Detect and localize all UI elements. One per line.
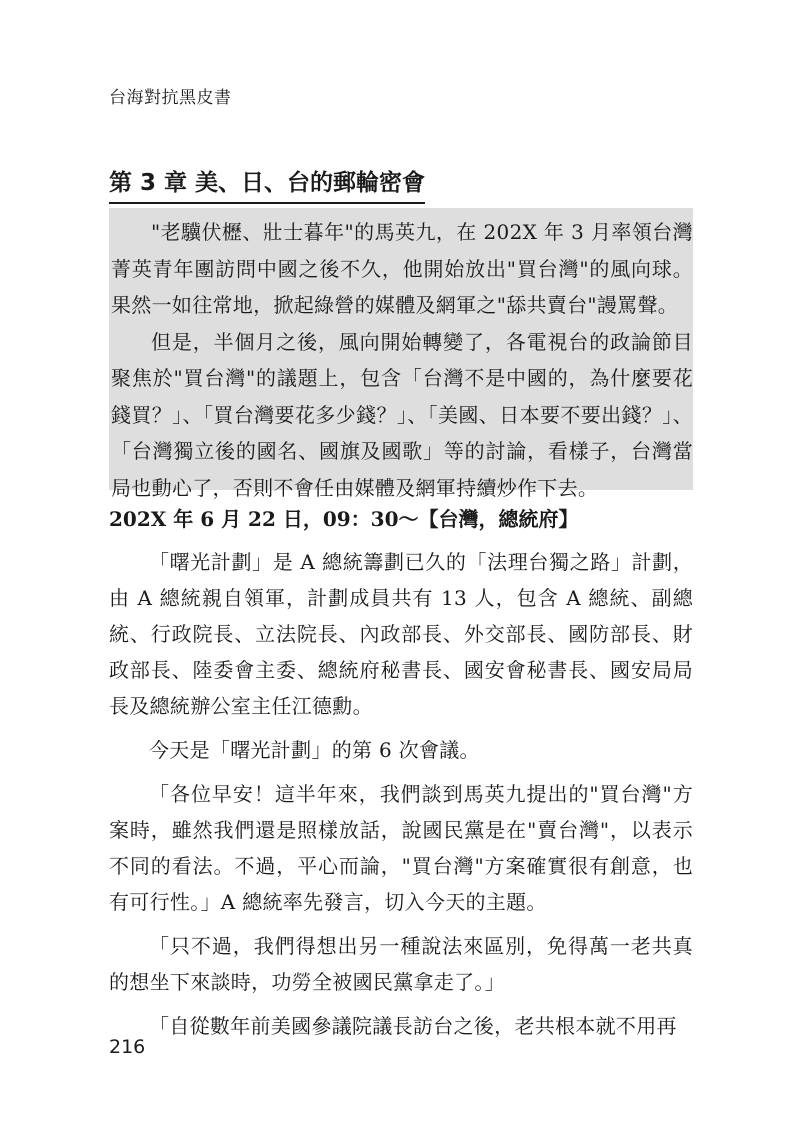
body-paragraph: 今天是「曙光計劃」的第 6 次會議。 — [149, 738, 480, 762]
chapter-summary-box — [109, 208, 693, 500]
body-paragraph: 「曙光計劃」是 A 總統籌劃已久的「法理台獨之路」計劃，由 A 總統親自領軍，計劃成員共有 13 人，包含 A 總統、副總統、行政院長、立法院長、內政部長、外交部長、國防部長、財政部長、陸委會主委、總統府秘書長、國安會秘書長、國安局局長及總統辦公室主任江德勳。 — [109, 550, 693, 718]
body-paragraph: 「只不過，我們得想出另一種說法來區別，免得萬一老共真的想坐下來談時，功勞全被國民黨拿走了。」 — [109, 934, 693, 994]
body-paragraph: 「自從數年前美國參議院議長訪台之後，老共根本就不用再 — [149, 1014, 677, 1038]
section-heading: 202X 年 6 月 22 日，09：30～【台灣，總統府】 — [109, 507, 579, 531]
summary-paragraph: 但是，半個月之後，風向開始轉變了，各電視台的政論節目聚焦於"買台灣"的議題上，包含「台灣不是中國的，為什麼要花錢買？」、「買台灣要花多少錢？」、「美國、日本要不要出錢？」、「台灣獨立後的國名、國旗及國歌」等的討論，看樣子，台灣當局也動心了，否則不會任由媒體及網軍持續炒作下去。 — [111, 329, 693, 500]
running-header: 台海對抗黑皮書 — [109, 88, 232, 108]
body-paragraph: 「各位早安！這半年來，我們談到馬英九提出的"買台灣"方案時，雖然我們還是照樣放話，說國民黨是在"賣台灣"，以表示不同的看法。不過，平心而論，"買台灣"方案確實很有創意，也有可行性。」A 總統率先發言，切入今天的主題。 — [109, 782, 693, 914]
summary-paragraph: "老驥伏櫪、壯士暮年"的馬英九，在 202X 年 3 月率領台灣菁英青年團訪問中國之後不久，他開始放出"買台灣"的風向球。果然一如往常地，掀起綠營的媒體及網軍之"舔共賣台"謾罵聲。 — [111, 220, 693, 317]
page-number: 216 — [109, 1036, 146, 1058]
body-text — [109, 544, 693, 1052]
chapter-title: 第 3 章 美、日、台的郵輪密會 — [109, 166, 425, 204]
